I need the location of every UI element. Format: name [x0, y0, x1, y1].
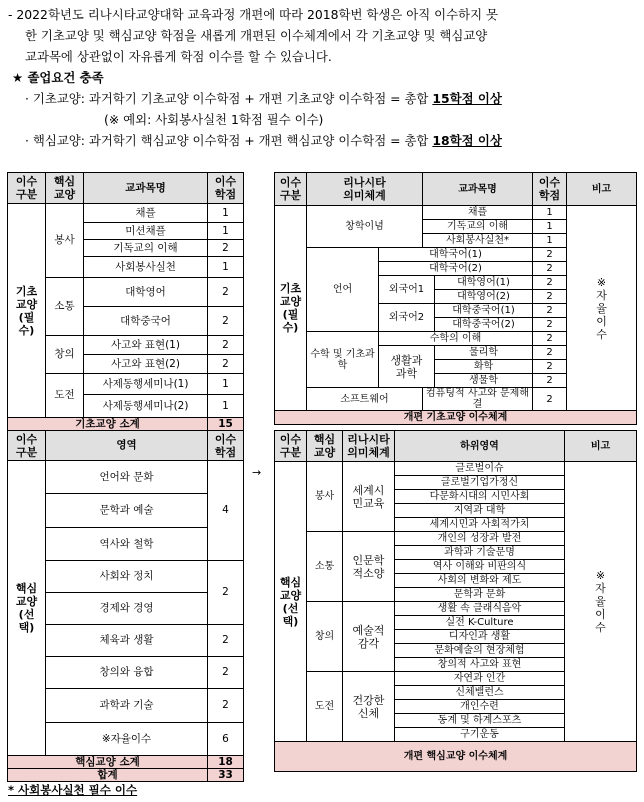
subgroup-cell: 생활과 과학	[379, 346, 435, 388]
course-cell: 대학중국어	[84, 307, 208, 336]
subgroup-cell: 외국어1	[379, 276, 435, 304]
subarea-cell: 자연과 인간	[395, 672, 565, 686]
group-cell: 창학이념	[307, 206, 423, 248]
intro-section	[8, 4, 638, 151]
course-cell: 사제동행세미나(1)	[84, 374, 208, 395]
course-cell: 대학중국어(2)	[435, 318, 533, 332]
subarea-cell: 창의적 사고와 표현	[395, 658, 565, 672]
credit-cell: 2	[208, 336, 244, 355]
credit-cell: 2	[208, 278, 244, 307]
subtotal-label: 기초교양 소계	[8, 418, 208, 432]
area-cell: 문학과 예술	[46, 494, 208, 528]
header-area: 영역	[46, 431, 208, 461]
credit-cell: 2	[533, 388, 567, 411]
subtotal-value: 18	[208, 756, 244, 769]
header-credit: 이수학점	[208, 431, 244, 461]
subarea-cell: 동계 및 하계스포츠	[395, 714, 565, 728]
credit-cell: 2	[533, 332, 567, 346]
subarea-cell: 글로벌기업가정신	[395, 476, 565, 490]
credit-cell: 2	[533, 248, 567, 262]
course-cell: 대학중국어(1)	[435, 304, 533, 318]
note-cell: ※자율이수	[565, 462, 637, 742]
course-cell: 대학영어(1)	[435, 276, 533, 290]
course-cell: 대학영어(2)	[435, 290, 533, 304]
header-area: 핵심교양	[307, 431, 343, 462]
subtotal-value: 15	[208, 418, 244, 432]
subarea-cell: 구기운동	[395, 728, 565, 742]
credit-cell: 1	[208, 223, 244, 240]
course-cell: 채플	[423, 206, 533, 220]
course-cell: 사고와 표현(1)	[84, 336, 208, 355]
total-value: 33	[208, 769, 244, 782]
credit-cell: 2	[208, 689, 244, 723]
subarea-cell: 세계시민과 사회적가치	[395, 518, 565, 532]
credit-cell: 2	[208, 561, 244, 625]
header-note: 비고	[567, 173, 637, 206]
table-footer: 개편 핵심교양 이수체계	[275, 742, 637, 772]
subarea-cell: 과학과 기술문명	[395, 546, 565, 560]
header-cat: 이수구분	[8, 173, 46, 204]
group-cell: 수학 및 기초과학	[307, 332, 379, 388]
subarea-cell: 신체밸런스	[395, 686, 565, 700]
credit-cell: 2	[208, 625, 244, 657]
area-cell: 도전	[46, 374, 84, 418]
category-cell: 기초교양(필수)	[275, 206, 307, 411]
old-core-table	[7, 430, 244, 782]
group-cell: 소프트웨어	[307, 388, 423, 411]
intro-line: 한 기초교양 및 핵심교양 학점을 새롭게 개편된 이수체계에서 각 기초교양 및 핵심교양	[25, 28, 488, 43]
credit-cell: 2	[208, 355, 244, 374]
subarea-cell: 개인의 성장과 발전	[395, 532, 565, 546]
subarea-cell: 글로벌이슈	[395, 462, 565, 476]
requirement-title: ★ 졸업요건 충족	[12, 70, 104, 85]
credit-cell: 2	[533, 304, 567, 318]
course-cell: 사회봉사실천	[84, 257, 208, 278]
header-system: 리나시타의미체계	[307, 173, 423, 206]
subarea-cell: 실전 K-Culture	[395, 616, 565, 630]
course-cell: 사회봉사실천*	[423, 234, 533, 248]
note-cell: ※자율이수	[567, 206, 637, 411]
header-credit: 이수학점	[533, 173, 567, 206]
credit-cell: 1	[533, 234, 567, 248]
subarea-cell: 사회의 변화와 제도	[395, 574, 565, 588]
arrow-icon: →	[252, 466, 262, 479]
system-cell: 인문학적소양	[343, 532, 395, 602]
course-cell: 대학국어(2)	[379, 262, 533, 276]
credit-cell: 2	[533, 318, 567, 332]
system-cell: 건강한신체	[343, 672, 395, 742]
course-cell: 사제동행세미나(2)	[84, 395, 208, 418]
header-subarea: 하위영역	[395, 431, 565, 462]
area-cell: 창의와 융합	[46, 657, 208, 689]
area-cell: 경제와 경영	[46, 593, 208, 625]
new-core-table	[274, 430, 637, 772]
header-course: 교과목명	[423, 173, 533, 206]
footnote: * 사회봉사실천 필수 이수	[8, 783, 138, 797]
credit-cell: 1	[533, 220, 567, 234]
course-cell: 기독교의 이해	[84, 240, 208, 257]
subtotal-label: 핵심교양 소계	[8, 756, 208, 769]
intro-line: - 2022학년도 리나시타교양대학 교육과정 개편에 따라 2018학번 학생은 아직 이수하지 못	[8, 7, 498, 22]
header-cat: 이수구분	[8, 431, 46, 461]
header-area: 핵심교양	[46, 173, 84, 204]
credit-cell: 1	[533, 206, 567, 220]
area-cell: 역사와 철학	[46, 528, 208, 561]
course-cell: 컴퓨팅적 사고와 문제해결	[423, 388, 533, 411]
course-cell: 미션채플	[84, 223, 208, 240]
course-cell: 수학의 이해	[379, 332, 533, 346]
table-footer: 개편 기초교양 이수체계	[275, 411, 637, 425]
new-basic-table	[274, 172, 637, 425]
category-cell: 핵심교양(선택)	[8, 461, 46, 756]
subarea-cell: 역사 이해와 비판의식	[395, 560, 565, 574]
credit-cell: 2	[208, 307, 244, 336]
credit-cell: 4	[208, 461, 244, 561]
subarea-cell: 개인수련	[395, 700, 565, 714]
area-cell: 과학과 기술	[46, 689, 208, 723]
credit-cell: 2	[533, 276, 567, 290]
subarea-cell: 문화예술의 현장체험	[395, 644, 565, 658]
category-cell: 핵심교양(선택)	[275, 462, 307, 742]
course-cell: 기독교의 이해	[423, 220, 533, 234]
group-cell: 언어	[307, 248, 379, 332]
subarea-cell: 지역과 대학	[395, 504, 565, 518]
credit-cell: 2	[208, 240, 244, 257]
total-label: 합계	[8, 769, 208, 782]
header-cat: 이수구분	[275, 431, 307, 462]
credit-cell: 2	[208, 657, 244, 689]
course-cell: 채플	[84, 204, 208, 223]
header-credit: 이수학점	[208, 173, 244, 204]
subarea-cell: 다문화시대의 시민사회	[395, 490, 565, 504]
course-cell: 대학국어(1)	[379, 248, 533, 262]
header-note: 비고	[565, 431, 637, 462]
area-cell: 창의	[307, 602, 343, 672]
area-cell: 도전	[307, 672, 343, 742]
credit-cell: 1	[208, 204, 244, 223]
credit-cell: 6	[208, 723, 244, 756]
credit-cell: 2	[533, 360, 567, 374]
old-basic-table	[7, 172, 244, 432]
area-cell: 체육과 생활	[46, 625, 208, 657]
course-cell: 대학영어	[84, 278, 208, 307]
system-cell: 예술적감각	[343, 602, 395, 672]
credit-cell: 2	[533, 290, 567, 304]
area-cell: 사회와 정치	[46, 561, 208, 593]
subarea-cell: 문학과 문화	[395, 588, 565, 602]
course-cell: 생물학	[435, 374, 533, 388]
area-cell: 창의	[46, 336, 84, 374]
credit-cell: 1	[208, 395, 244, 418]
header-cat: 이수구분	[275, 173, 307, 206]
core-requirement: · 핵심교양: 과거학기 핵심교양 이수학점 + 개편 핵심교양 이수학점 = 총합 18학점 이상	[25, 133, 502, 148]
credit-cell: 2	[533, 346, 567, 360]
subarea-cell: 디자인과 생활	[395, 630, 565, 644]
area-cell: 소통	[46, 278, 84, 336]
credit-cell: 1	[208, 257, 244, 278]
credit-cell: 2	[533, 262, 567, 276]
header-course: 교과목명	[84, 173, 208, 204]
basic-exception-note: (※ 예외: 사회봉사실천 1학점 필수 이수)	[104, 112, 324, 127]
intro-line: 교과목에 상관없이 자유롭게 학점 이수를 할 수 있습니다.	[25, 49, 332, 64]
category-cell: 기초교양(필수)	[8, 204, 46, 418]
subarea-cell: 생활 속 클래식음악	[395, 602, 565, 616]
star-icon: ★	[12, 70, 24, 85]
basic-requirement: · 기초교양: 과거학기 기초교양 이수학점 + 개편 기초교양 이수학점 = 총합 15학점 이상	[25, 91, 502, 106]
area-cell: 언어와 문화	[46, 461, 208, 494]
subgroup-cell: 외국어2	[379, 304, 435, 332]
course-cell: 물리학	[435, 346, 533, 360]
area-cell: 소통	[307, 532, 343, 602]
header-system: 리나시타의미체계	[343, 431, 395, 462]
credit-cell: 1	[208, 374, 244, 395]
course-cell: 화학	[435, 360, 533, 374]
area-cell: 봉사	[46, 204, 84, 278]
system-cell: 세계시민교육	[343, 462, 395, 532]
area-cell: 봉사	[307, 462, 343, 532]
course-cell: 사고와 표현(2)	[84, 355, 208, 374]
credit-cell: 2	[533, 374, 567, 388]
area-cell: ※자율이수	[46, 723, 208, 756]
